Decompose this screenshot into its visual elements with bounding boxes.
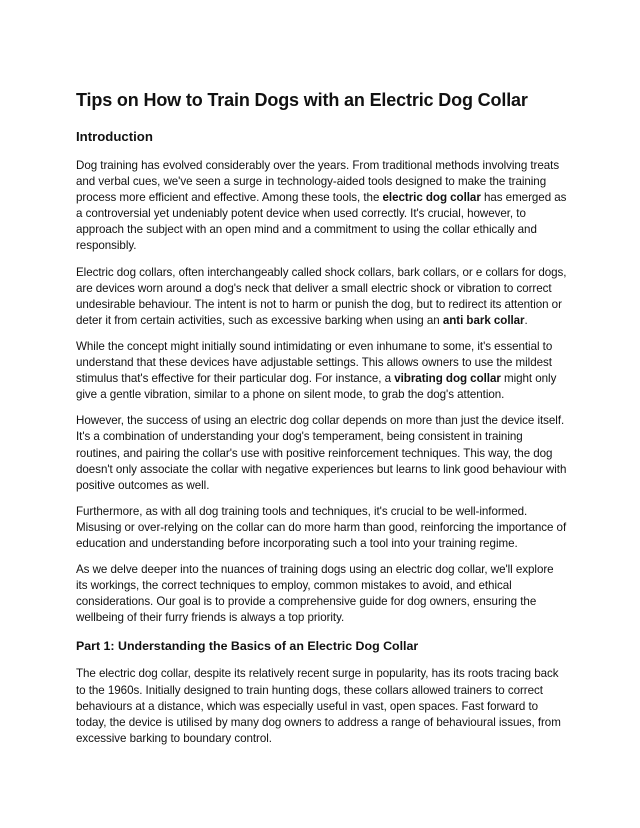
intro-paragraph-2 (76, 265, 568, 329)
intro-p1-bold: electric dog collar (382, 191, 481, 205)
intro-paragraph-1 (76, 158, 568, 255)
intro-p1-text-c: has emerged as a controversial yet undeniably potent device when used correctly. It's crucial, however, to approach the subject with an open mind and a commitment to using the collar ethically and responsibly. (76, 191, 567, 253)
intro-p1-text-a: Dog training has evolved considerably over the years. From traditional methods involving treats and verbal cues, we've seen a surge in technology-aided tools designed to make the training process more efficient and effective. Among these tools, the (76, 159, 560, 205)
intro-p2-text-c: . (524, 313, 528, 327)
intro-paragraph-4: However, the success of using an electric dog collar depends on more than just the device itself. It's a combination of understanding your dog's temperament, being consistent in training routines, and pairing the collar's use with positive reinforcement techniques. This way, the dog doesn't only associate the collar with negative experiences but learns to link good behaviour with positive outcomes as well. (76, 414, 567, 492)
document-body (76, 88, 568, 747)
intro-p2-text-a: Electric dog collars, often interchangeably called shock collars, bark collars, or e collars for dogs, are devices worn around a dog's neck that deliver a small electric shock or vibration to correct undesirable behaviour. The intent is not to harm or punish the dog, but to redirect its attention or deter it from certain activities, such as excessive barking when using an (76, 265, 567, 327)
intro-p3-bold: vibrating dog collar (394, 372, 501, 386)
section-heading-part1: Part 1: Understanding the Basics of an Electric Dog Collar (76, 639, 419, 654)
intro-p2-bold: anti bark collar (442, 313, 525, 327)
intro-p3-text-c: might only give a gentle vibration, similar to a phone on silent mode, to grab the dog's attention. (76, 372, 557, 402)
intro-paragraph-6: As we delve deeper into the nuances of training dogs using an electric dog collar, we'll explore its workings, the correct techniques to employ, common mistakes to avoid, and ethical considerations. Our goal is to provide a comprehensive guide for dog owners, ensuring the wellbeing of their furry friends is always a top priority. (76, 563, 554, 625)
intro-paragraph-5: Furthermore, as with all dog training tools and techniques, it's crucial to be well-informed. Misusing or over-relying on the collar can do more harm than good, reinforcing the importance of education and understanding before incorporating such a tool into your training regime. (76, 504, 567, 550)
intro-p3-text-a: While the concept might initially sound intimidating or even inhumane to some, it's essential to understand that these devices have adjustable settings. This allows owners to use the mildest stimulus that's effective for their particular dog. For instance, a (76, 339, 553, 386)
section-heading-introduction: Introduction (76, 129, 153, 144)
document-title: Tips on How to Train Dogs with an Electric Dog Collar (76, 90, 528, 110)
part1-paragraph-1: The electric dog collar, despite its relatively recent surge in popularity, has its roots tracing back to the 1960s. Initially designed to train hunting dogs, these collars allowed trainers to correct behaviours at a distance, which was especially useful in vast, open spaces. Fast forward to today, the device is utilised by many dog owners to address a range of behavioural issues, from excessive barking to boundary control. (76, 667, 561, 745)
intro-paragraph-3 (76, 339, 568, 403)
